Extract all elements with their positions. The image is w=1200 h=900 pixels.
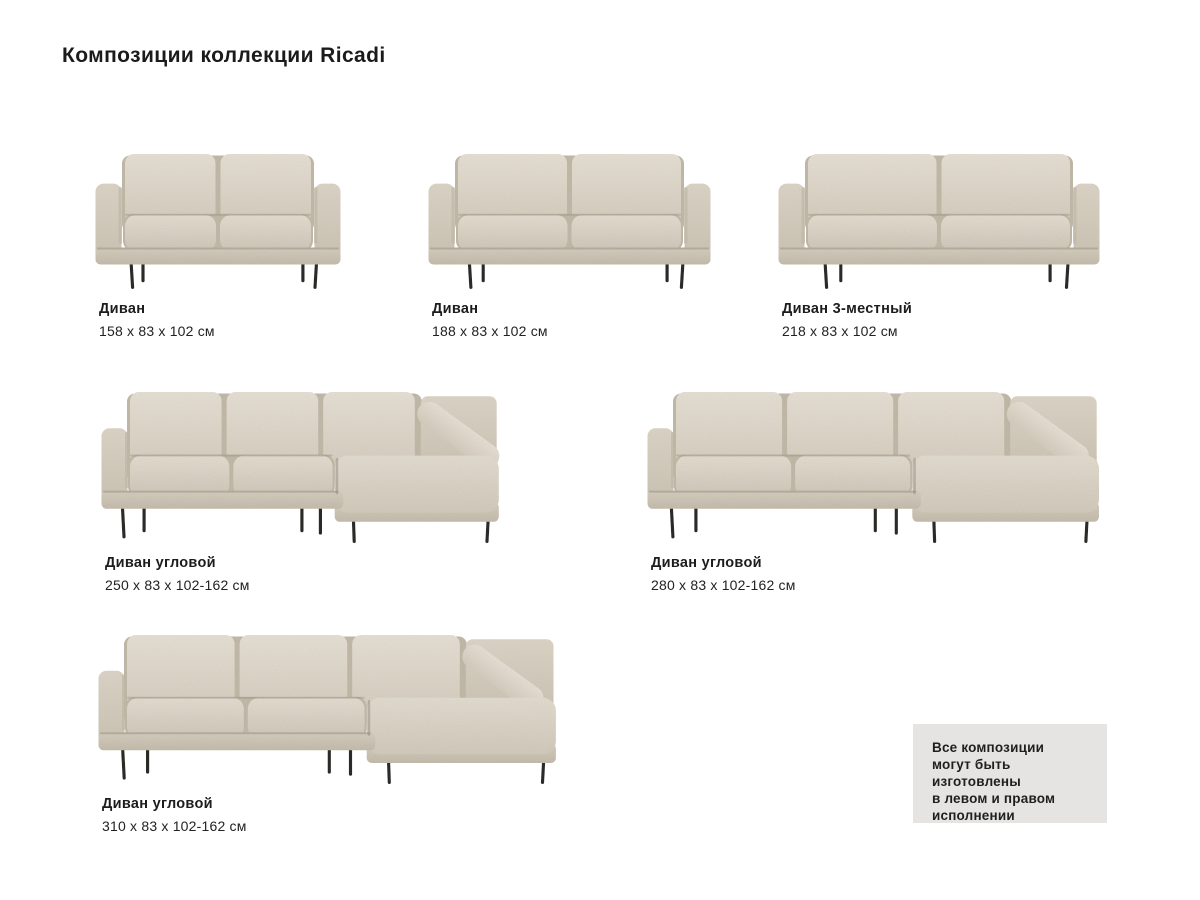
note-box [913, 724, 1107, 823]
sofa-dimensions: 158 x 83 x 102 см [99, 323, 215, 339]
sofa-card [101, 391, 511, 594]
sofa-name: Диван 3-местный [782, 301, 913, 317]
sofa-caption [428, 300, 711, 340]
sofa-caption [101, 554, 511, 594]
sofa-caption [95, 300, 341, 340]
sofa-illustration [95, 153, 341, 289]
sofa-name: Диван угловой [105, 555, 216, 571]
sofa-illustration [101, 391, 511, 543]
sofa-card [647, 391, 1113, 594]
sofa-caption [98, 795, 570, 835]
sofa-card [778, 153, 1100, 340]
sofa-dimensions: 188 x 83 x 102 см [432, 323, 548, 339]
sofa-illustration [647, 391, 1113, 543]
sofa-dimensions: 310 x 83 x 102-162 см [102, 818, 247, 834]
sofa-name: Диван угловой [102, 796, 213, 812]
sofa-caption [647, 554, 1113, 594]
sofa-caption [778, 300, 1100, 340]
sofa-dimensions: 218 x 83 x 102 см [782, 323, 898, 339]
note-line: исполнении [932, 808, 1015, 823]
sofa-name: Диван [99, 301, 146, 317]
sofa-name: Диван [432, 301, 479, 317]
sofa-dimensions: 250 x 83 x 102-162 см [105, 577, 250, 593]
note-line: могут быть изготовлены [932, 757, 1021, 789]
note-line: в левом и правом [932, 791, 1056, 806]
sofa-illustration [98, 634, 570, 784]
sofa-dimensions: 280 x 83 x 102-162 см [651, 577, 796, 593]
sofa-card [95, 153, 341, 340]
sofa-card [428, 153, 711, 340]
note-line: Все композиции [932, 740, 1045, 755]
sofa-name: Диван угловой [651, 555, 762, 571]
sofa-illustration [428, 153, 711, 289]
page-title: Композиции коллекции Ricadi [62, 44, 386, 67]
sofa-illustration [778, 153, 1100, 289]
sofa-card [98, 634, 570, 835]
